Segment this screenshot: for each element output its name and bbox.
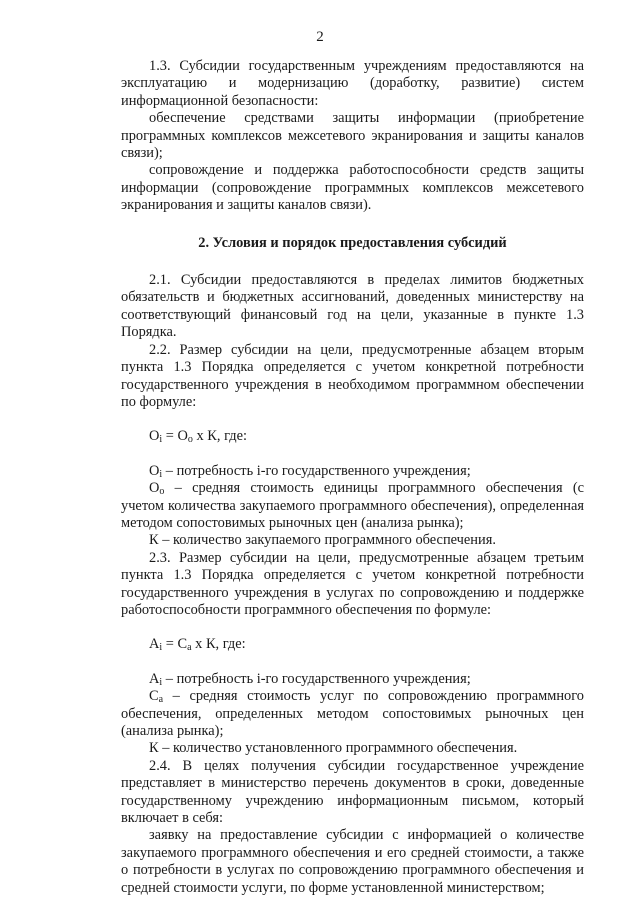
document-body [121,58,584,897]
paragraph-2-3: 2.3. Размер субсидии на цели, предусмотренные абзацем третьим пункта 1.3 Порядка определяется с учетом конкретной потребности государственного учреждения в услугах по сопровождению и поддержке работоспособности программного обеспечения по формуле: [121,549,584,618]
paragraph-2-2: 2.2. Размер субсидии на цели, предусмотренные абзацем вторым пункта 1.3 Порядка определяется с учетом конкретной потребности государственного учреждения в необходимом программном обеспечении по формуле: [121,341,584,410]
paragraph-2-4-item-1: заявку на предоставление субсидии с информацией о количестве закупаемого программного обеспечения и его средней стоимости, а также о потребности в услугах по сопровождению программного обеспечения и средней стоимости услуги, по форме установленной министерством; [121,827,584,896]
paragraph-1-3: 1.3. Субсидии государственным учреждениям предоставляются на эксплуатацию и модернизацию (доработку, развитие) систем информационной безопасности: [121,58,584,109]
page-number: 2 [316,29,324,45]
formula-1-definition-oo: $O_o$ – средняя стоимость единицы программного обеспечения (с учетом количества закупаемого программного обеспечения), определенная методом сопостовимых рыночных цен (анализа рынка); [121,480,584,531]
paragraph-2-1: 2.1. Субсидии предоставляются в пределах лимитов бюджетных обязательств и бюджетных ассигнований, доведенных министерству на соответствующий финансовый год на цели, указанные в пункте 1.3 Порядка. [121,272,584,341]
paragraph-2-4: 2.4. В целях получения субсидии государственное учреждение представляет в министерство перечень документов в сроки, доведенные государственному учреждению информационным письмом, который включает в себя: [121,757,584,827]
formula-1-definition-oi: $O_i$ – потребность i-го государственного учреждения; [149,462,471,480]
paragraph-1-3-item-1: обеспечение средствами защиты информации (приобретение программных комплексов межсетевого экранирования и защиты каналов связи); [121,110,584,162]
formula-1: $O_i = O_o$ x К, где: [149,428,247,446]
formula-2-definition-ca: $C_a$ – средняя стоимость услуг по сопровождению программного обеспечения, определенных методом сопостовимых рыночных цен (анализа рынка); [121,688,584,739]
section-2-heading: 2. Условия и порядок предоставления субсидий [198,234,507,251]
formula-1-definition-k: К – количество закупаемого программного обеспечения. [149,532,496,549]
formula-2-definition-ai: $A_i$ – потребность i-го государственного учреждения; [149,670,471,688]
formula-2-definition-k: К – количество установленного программного обеспечения. [149,740,518,757]
formula-2: $A_i = C_a$ x К, где: [149,636,246,654]
paragraph-1-3-item-2: сопровождение и поддержка работоспособности средств защиты информации (сопровождение программных комплексов межсетевого экранирования и защиты каналов связи). [121,162,584,214]
